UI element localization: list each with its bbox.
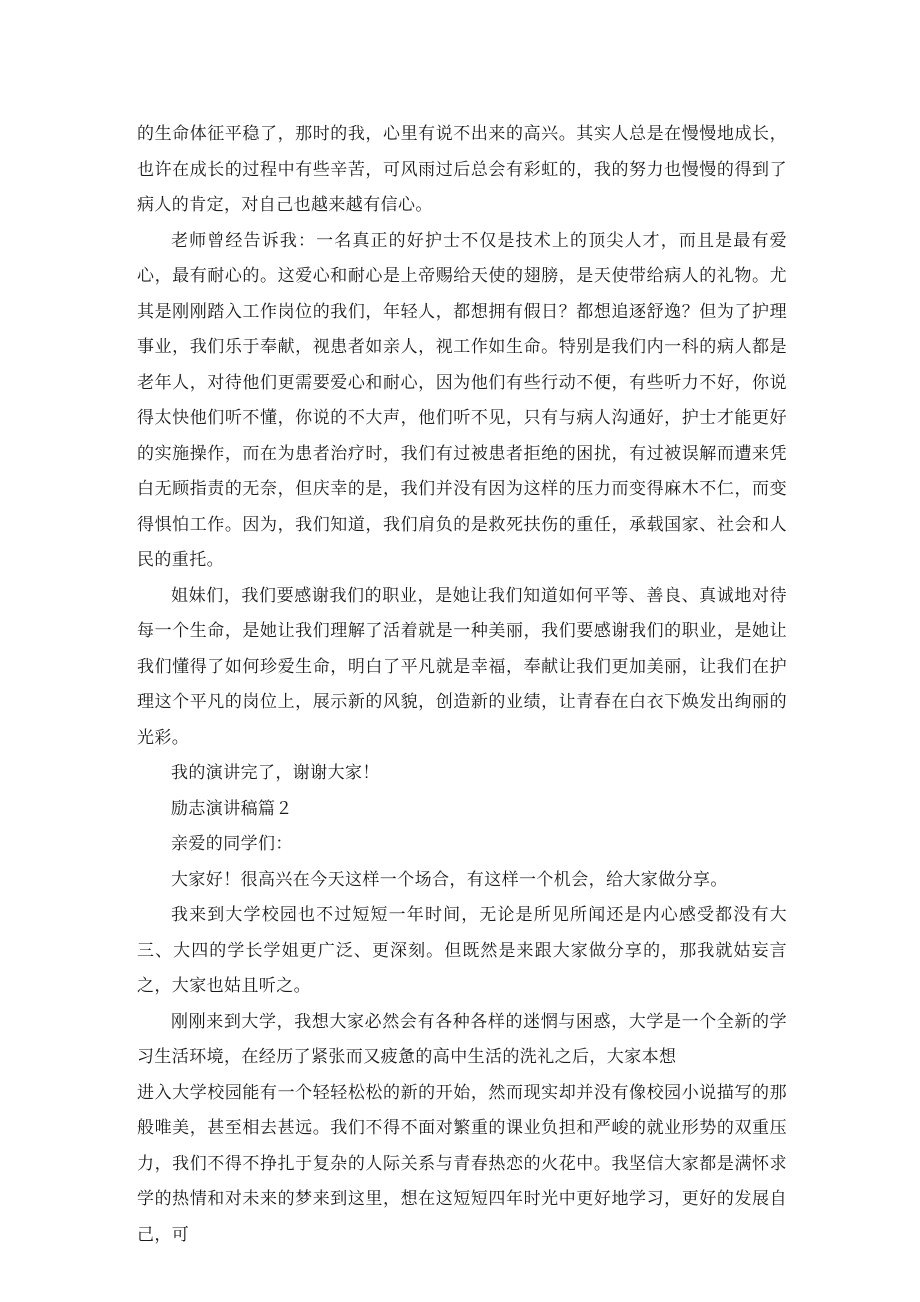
document-body [137,117,787,1253]
salutation: 亲爱的同学们： [171,834,293,854]
paragraph-8: 我来到大学校园也不过短短一年时间，无论是所见所闻还是内心感受都没有大三、大四的学长学姐更广泛、更深刻。但既然是来跟大家做分享的，那我就姑妄言之，大家也姑且听之。 [137,905,787,996]
section-heading: 励志演讲稿篇２ [171,798,293,819]
paragraph-4: 我的演讲完了，谢谢大家！ [171,763,380,783]
paragraph-2: 老师曾经告诉我：一名真正的好护士不仅是技术上的顶尖人才，而且是最有爱心，最有耐心的。这爱心和耐心是上帝赐给天使的翅膀，是天使带给病人的礼物。尤其是刚刚踏入工作岗位的我们，年轻人，都想拥有假日？都想追逐舒逸？但为了护理事业，我们乐于奉献，视患者如亲人，视工作如生命。特别是我们内一科的病人都是老年人，对待他们更需要爱心和耐心，因为他们有些行动不便，有些听力不好，你说得太快他们听不懂，你说的不大声，他们听不见，只有与病人沟通好，护士才能更好的实施操作，而在为患者治疗时，我们有过被患者拒绝的困扰，有过被误解而遭来凭白无顾指责的无奈，但庆幸的是，我们并没有因为这样的压力而变得麻木不仁，而变得惧怕工作。因为，我们知道，我们肩负的是救死扶伤的重任，承载国家、社会和人民的重托。 [137,230,787,570]
paragraph-9: 刚刚来到大学，我想大家必然会有各种各样的迷惘与困惑，大学是一个全新的学习生活环境，在经历了紧张而又疲惫的高中生活的洗礼之后，大家本想 [137,1011,787,1067]
paragraph-1: 的生命体征平稳了，那时的我，心里有说不出来的高兴。其实人总是在慢慢地成长，也许在成长的过程中有些辛苦，可风雨过后总会有彩虹的，我的努力也慢慢的得到了病人的肯定，对自己也越来越有信心。 [137,124,787,215]
paragraph-10: 进入大学校园能有一个轻轻松松的新的开始，然而现实却并没有像校园小说描写的那般唯美，甚至相去甚远。我们不得不面对繁重的课业负担和严峻的就业形势的双重压力，我们不得不挣扎于复杂的人际关系与青春热恋的火花中。我坚信大家都是满怀求学的热情和对未来的梦来到这里，想在这短短四年时光中更好地学习，更好的发展自己，可 [137,1082,787,1245]
paragraph-3: 姐妹们，我们要感谢我们的职业，是她让我们知道如何平等、善良、真诚地对待每一个生命，是她让我们理解了活着就是一种美丽，我们要感谢我们的职业，是她让我们懂得了如何珍爱生命，明白了平凡就是幸福，奉献让我们更加美丽，让我们在护理这个平凡的岗位上，展示新的风貌，创造新的业绩，让青春在白衣下焕发出绚丽的光彩。 [137,585,787,748]
paragraph-greeting: 大家好！很高兴在今天这样一个场合，有这样一个机会，给大家做分享。 [171,869,728,890]
